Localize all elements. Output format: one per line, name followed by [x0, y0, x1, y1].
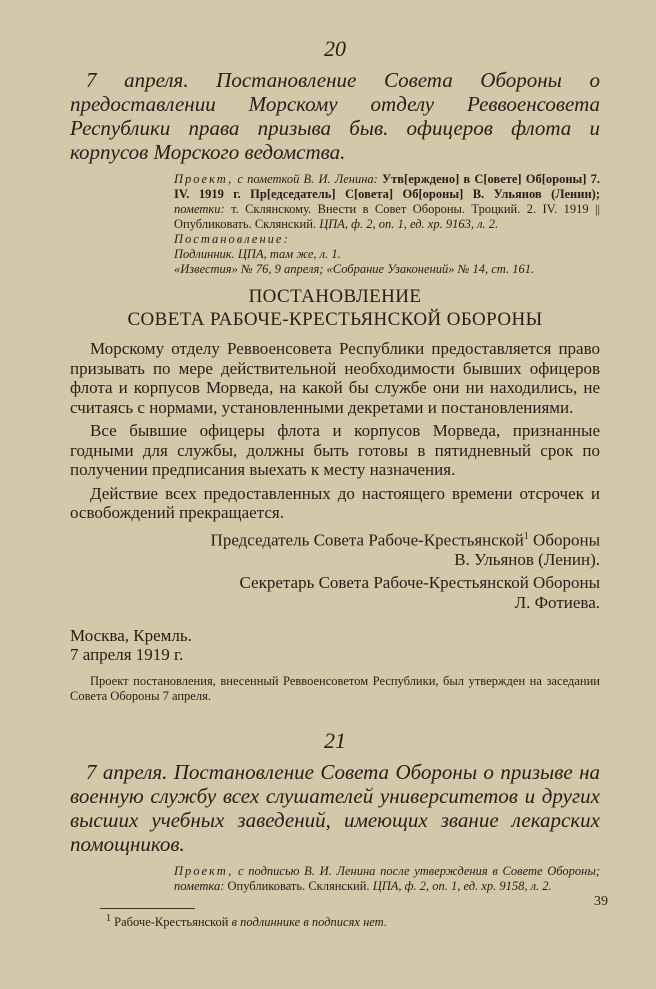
document-number: 21 [324, 728, 346, 754]
decree-heading: ПОСТАНОВЛЕНИЕ СОВЕТА РАБОЧЕ-КРЕСТЬЯНСКОЙ ОБОРОНЫ [127, 286, 543, 330]
note-label: Проект, [174, 172, 234, 186]
paragraph: Морскому отделу Реввоенсовета Республики предоставляется право призывать по мере действительной необходимости бывших офицеров флота и корпусов Морведа, на какой бы службе они ни находились, не считаясь с нормами, установленными декретами и постановлениями. [70, 339, 600, 417]
page-number: 39 [594, 894, 608, 909]
secretary-signature: Секретарь Совета Рабоче-Крестьянской Обороны Л. Фотиева. [239, 573, 600, 612]
paragraph: Действие всех предоставленных до настоящего времени отсрочек и освобождений прекращается. [70, 483, 600, 522]
footnote: $^1$ Рабоче-Крестьянской в подлиннике в подписях нет. [106, 913, 387, 930]
paragraph: Все бывшие офицеры флота и корпусов Морведа, признанные годными для службы, должны быть готовы в пятидневный срок по получении предписания выехать к месту назначения. [70, 421, 600, 479]
document-number: 20 [324, 36, 346, 61]
document-title: 7 апреля. Постановление Совета Обороны о предоставлении Морскому отделу Реввоенсовета Республики права призыва быв. офицеров флота и корпусов Морского ведомства. [70, 68, 600, 164]
document-title: 7 апреля. Постановление Совета Обороны о призыве на военную службу всех слушателей университетов и других высших учебных заведений, имеющих звание лекарских помощников. [70, 760, 600, 857]
footnote-ref: 1 [523, 530, 529, 542]
place-date: Москва, Кремль. 7 апреля 1919 г. [70, 626, 192, 665]
footnote-divider [100, 908, 195, 909]
source-note: Проект, с пометкой В. И. Ленина: Утв[ерждено] в С[овете] Об[ороны] 7. IV. 1919 г. Пр[едседатель] С[овета] Об[ороны] В. Ульянов (Ленин); пометки: т. Склянскому. Внести в Совет Обороны. Троцкий. 2. IV. 1919 || Опубликовать. Склянский. ЦПА, ф. 2, оп. 1, ед. хр. 9163, л. 2. Постановление: Подлинник. ЦПА, там же, л. 1. «Известия» № 76, 9 апреля; «Собрание Узаконений» № 14, ст. 161. [174, 172, 600, 276]
decree-label: Постановление: [174, 232, 290, 246]
chairman-signature: Председатель Совета Рабоче-Крестьянской$^1$ Обороны В. Ульянов (Ленин). [210, 530, 600, 569]
source-note: Проект, с подписью В. И. Ленина после утверждения в Совете Обороны; пометка: Опубликовать. Склянский. ЦПА, ф. 2, оп. 1, ед. хр. 9158, л. 2. [174, 864, 601, 894]
editor-note: Проект постановления, внесенный Реввоенсоветом Республики, был утвержден на заседании Совета Обороны 7 апреля. [70, 674, 600, 704]
